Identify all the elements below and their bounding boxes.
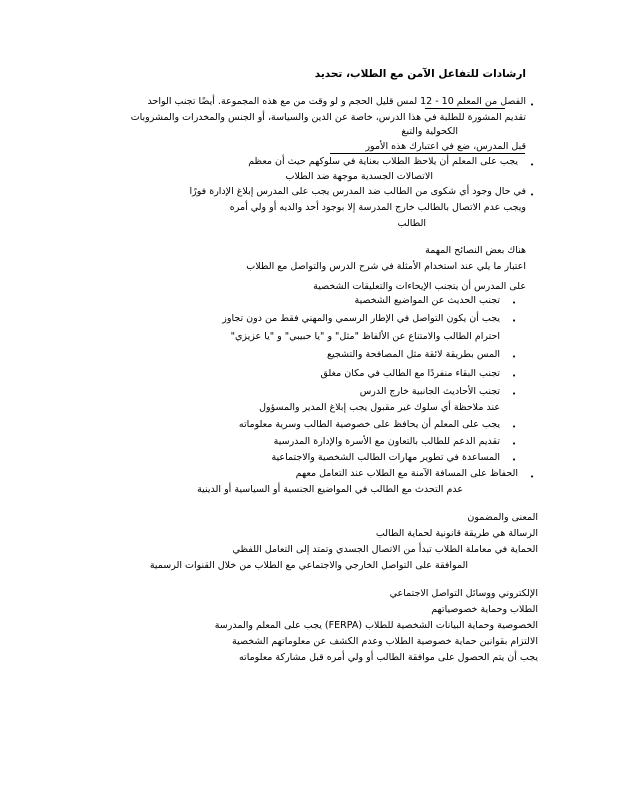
bullet-marker: • (530, 101, 535, 109)
bullet-marker: • (530, 161, 535, 169)
bullet-marker: • (512, 440, 517, 448)
bullet-marker: • (512, 423, 517, 431)
text-line-2: تقديم المشورة للطلبة في هذا الدرس، خاصة عن الدين والسياسة، أو الجنس والمخدرات والمشروبات (130, 112, 526, 123)
text-line-27: الحماية في معاملة الطلاب تبدأ من الاتصال الجسدي وتمتد إلى التعامل اللفظي (232, 544, 538, 555)
text-line-23: الحفاظ على المسافة الآمنة مع الطلاب عند التعامل معهم (295, 468, 518, 479)
text-line-3: الكحولية والتبغ (401, 126, 458, 137)
bullet-marker: • (530, 473, 535, 481)
text-line-21: تقديم الدعم للطالب بالتعاون مع الأسرة والإدارة المدرسية (273, 436, 500, 447)
text-line-12: على المدرس أن يتجنب الإيحاءات والتعليقات الشخصية (313, 281, 526, 292)
text-line-9: الطالب (397, 218, 426, 229)
underline-rule (425, 108, 505, 109)
text-line-22: المساعدة في تطوير مهارات الطالب الشخصية والاجتماعية (271, 452, 500, 463)
text-line-28: الموافقة على التواصل الخارجي والاجتماعي مع الطلاب من خلال القنوات الرسمية (149, 560, 468, 571)
text-line-5: يجب على المعلم أن يلاحظ الطلاب بعناية في سلوكهم حيث أن معظم (248, 156, 518, 167)
text-line-15: احترام الطالب والامتناع عن الألفاظ "مثل" و "يا حبيبي" و "يا عزيزي" (230, 331, 500, 342)
text-line-20: يجب على المعلم أن يحافظ على خصوصية الطالب وسرية معلوماته (238, 419, 500, 430)
text-line-29: الإلكتروني ووسائل التواصل الاجتماعي (389, 588, 538, 599)
text-line-11: اعتبار ما يلي عند استخدام الأمثلة في شرح الدرس والتواصل مع الطلاب (246, 261, 526, 272)
text-line-26: الرسالة هي طريقة قانونية لحماية الطالب (375, 528, 538, 539)
text-line-30: الطلاب وحماية خصوصياتهم (431, 604, 538, 615)
text-line-33: يجب أن يتم الحصول على موافقة الطالب أو ولي أمره قبل مشاركة معلوماته (238, 652, 538, 663)
text-line-7: في حال وجود أي شكوى من الطالب ضد المدرس يجب على المدرس إبلاغ الإدارة فورًا (189, 186, 526, 197)
text-line-19: عند ملاحظة أي سلوك غير مقبول يجب إبلاغ المدير والمسؤول (259, 402, 500, 413)
document-title: ارشادات للتفاعل الآمن مع الطلاب، تحديد (314, 68, 526, 80)
bullet-marker: • (512, 317, 517, 325)
bullet-marker: • (512, 353, 517, 361)
text-line-16: المس بطريقة لائقة مثل المصافحة والتشجيع (326, 349, 500, 360)
underline-rule (330, 153, 525, 154)
text-line-18: تجنب الأحاديث الجانبية خارج الدرس (359, 386, 500, 397)
text-line-10: هناك بعض النصائح المهمة (425, 245, 526, 256)
text-line-8: ويجب عدم الاتصال بالطالب خارج المدرسة إلا بوجود أحد والديه أو ولي أمره (229, 202, 526, 213)
text-line-24: عدم التحدث مع الطالب في المواضيع الجنسية أو السياسية أو الدينية (197, 484, 463, 495)
bullet-marker: • (512, 456, 517, 464)
text-line-31: الخصوصية وحماية البيانات الشخصية للطلاب (FERPA) يجب على المعلم والمدرسة (214, 620, 538, 631)
bullet-marker: • (512, 372, 517, 380)
bullet-marker: • (530, 191, 535, 199)
text-line-4: قبل المدرس، ضع في اعتبارك هذه الأمور (365, 141, 526, 152)
text-line-1: الفصل من المعلم 10 - 12 لمس قليل الحجم و لو وقت من مع هذه المجموعة. أيضًا تجنب الواحد (147, 96, 526, 107)
text-line-14: يجب أن يكون التواصل في الإطار الرسمي والمهني فقط من دون تجاوز (222, 313, 500, 324)
bullet-marker: • (512, 299, 517, 307)
bullet-marker: • (512, 390, 517, 398)
text-line-17: تجنب البقاء منفردًا مع الطالب في مكان مغلق (320, 368, 500, 379)
text-line-32: الالتزام بقوانين حماية خصوصية الطلاب وعدم الكشف عن معلوماتهم الشخصية (232, 636, 538, 647)
text-line-25: المعنى والمضمون (467, 512, 538, 523)
text-line-6: الاتصالات الجسدية موجهة ضد الطلاب (285, 171, 433, 182)
text-line-13: تجنب الحديث عن المواضيع الشخصية (354, 295, 500, 306)
